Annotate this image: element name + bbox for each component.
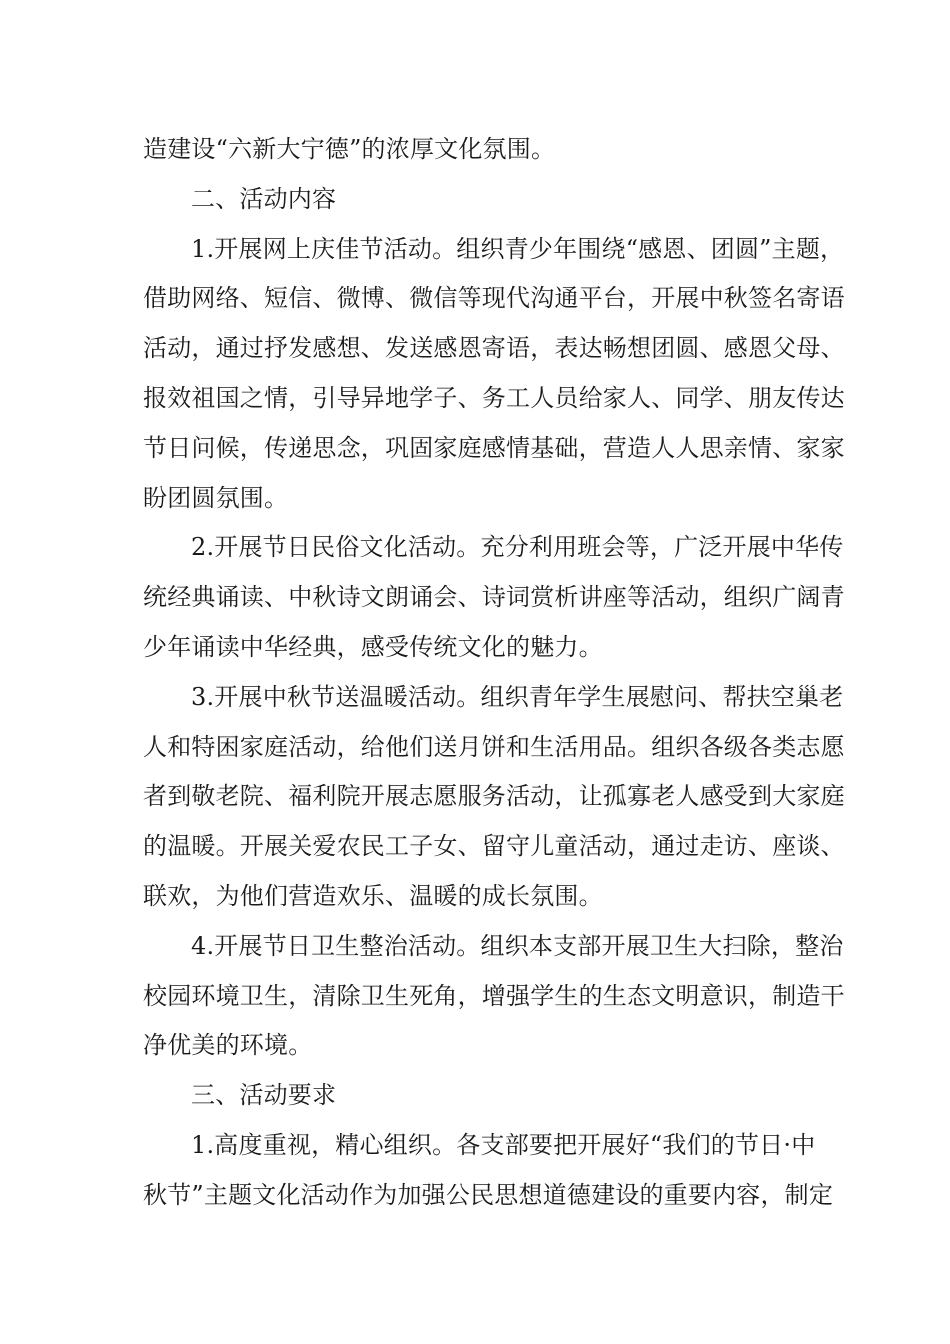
text-line: 盼团圆氛围。 [143,483,289,512]
text-line: 联欢，为他们营造欢乐、温暖的成长氛围。 [143,881,603,910]
text-line: 净优美的环境。 [143,1031,313,1060]
section-heading: 三、活动要求 [191,1081,337,1110]
text-line: 4.开展节日卫生整治活动。组织本支部开展卫生大扫除，整治 [191,931,844,960]
text-line: 校园环境卫生，清除卫生死角，增强学生的生态文明意识，制造干 [143,981,845,1010]
text-line: 人和特困家庭活动，给他们送月饼和生活用品。组织各级各类志愿 [143,732,845,761]
section-heading: 二、活动内容 [191,184,337,213]
text-line: 1.开展网上庆佳节活动。组织青少年围绕“感恩、团圆”主题， [191,234,845,263]
text-line: 统经典诵读、中秋诗文朗诵会、诗词赏析讲座等活动，组织广阔青 [143,583,845,612]
text-line: 活动，通过抒发感想、发送感恩寄语，表达畅想团圆、感恩父母、 [143,334,845,363]
text-line: 造建设“六新大宁德”的浓厚文化氛围。 [143,135,556,163]
document-body [143,125,845,1221]
text-line: 的温暖。开展关爱农民工子女、留守儿童活动，通过走访、座谈、 [143,832,845,861]
text-line: 秋节”主题文化活动作为加强公民思想道德建设的重要内容，制定 [143,1180,834,1209]
text-line: 节日问候，传递思念，巩固家庭感情基础，营造人人思亲情、家家 [143,433,845,462]
text-line: 少年诵读中华经典，感受传统文化的魅力。 [143,632,603,661]
text-line: 借助网络、短信、微博、微信等现代沟通平台，开展中秋签名寄语 [143,284,845,313]
text-line: 报效祖国之情，引导异地学子、务工人员给家人、同学、朋友传达 [143,383,845,412]
text-line: 者到敬老院、福利院开展志愿服务活动，让孤寡老人感受到大家庭 [143,782,845,811]
text-line: 3.开展中秋节送温暖活动。组织青年学生展慰问、帮扶空巢老 [191,682,844,711]
text-line: 1.高度重视，精心组织。各支部要把开展好“我们的节日·中 [191,1130,816,1159]
text-line: 2.开展节日民俗文化活动。充分利用班会等，广泛开展中华传 [191,533,844,562]
